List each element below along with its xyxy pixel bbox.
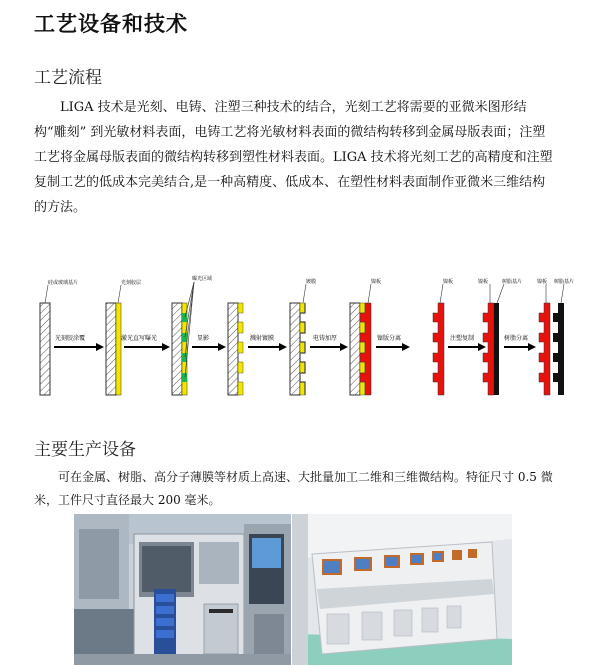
label-nickel-3: 镍板: [478, 279, 489, 285]
arrow-label-7: 注塑复制: [450, 335, 475, 342]
arrow-label-3: 显影: [197, 335, 210, 342]
arrow-7: [448, 334, 486, 351]
stage-4-developed: [228, 303, 243, 395]
page-title: 工艺设备和技术: [34, 12, 188, 36]
equipment-photos: [74, 514, 512, 665]
arrow-label-2: 激光直写曝光: [121, 335, 158, 342]
label-nickel-2: 镍板: [443, 279, 454, 285]
arrow-label-1: 光刻胶涂覆: [55, 335, 86, 342]
equipment-photo-1: [74, 514, 291, 665]
arrow-label-5: 电铸加厚: [313, 335, 338, 342]
label-exposed: 曝光区域: [192, 276, 213, 282]
arrow-1: [54, 334, 104, 351]
section-heading-process: 工艺流程: [34, 68, 102, 88]
label-nickel-1: 镍板: [371, 279, 382, 285]
label-coating: 镀膜: [306, 279, 317, 285]
arrow-4: [248, 334, 287, 351]
section-heading-equipment: 主要生产设备: [34, 440, 136, 460]
arrow-2: [121, 334, 170, 351]
label-substrate: 硅或玻璃基片: [48, 280, 79, 286]
arrow-6: [376, 334, 410, 351]
arrow-label-4: 溅射镀膜: [250, 335, 275, 342]
stage-9-resin-replica: [537, 278, 574, 395]
label-nickel-4: 镍板: [537, 279, 548, 285]
label-resist: 光刻胶层: [121, 280, 142, 286]
liga-process-diagram: [34, 270, 574, 405]
arrow-3: [192, 334, 226, 351]
label-resin-2: 树脂基片: [554, 279, 574, 285]
equipment-paragraph: 可在金属、树脂、高分子薄膜等材质上高速、大批量加工二维和三维微结构。特征尺寸 0.5 微米，工件尺寸直径最大 200 毫米。: [34, 470, 553, 507]
arrow-label-8: 树脂分离: [504, 335, 529, 342]
process-paragraph: LIGA 技术是光刻、电铸、注塑三种技术的结合，光刻工艺将需要的亚微米图形结构“雕刻” 到光敏材料表面，电铸工艺将光敏材料表面的微结构转移到金属母版表面；注塑工艺将金属母版表面的微结构转移到塑性材料表面。LIGA 技术将光刻工艺的高精度和注塑复制工艺的低成本完美结合,是一种高精度、低成本、在塑性材料表面制作亚微米三维结构的方法。: [34, 100, 553, 215]
arrow-8: [504, 334, 536, 351]
equipment-photo-2: [292, 514, 512, 665]
arrow-5: [310, 334, 348, 351]
arrow-label-6: 镍版分离: [377, 335, 402, 342]
label-resin-1: 树脂基片: [502, 279, 523, 285]
